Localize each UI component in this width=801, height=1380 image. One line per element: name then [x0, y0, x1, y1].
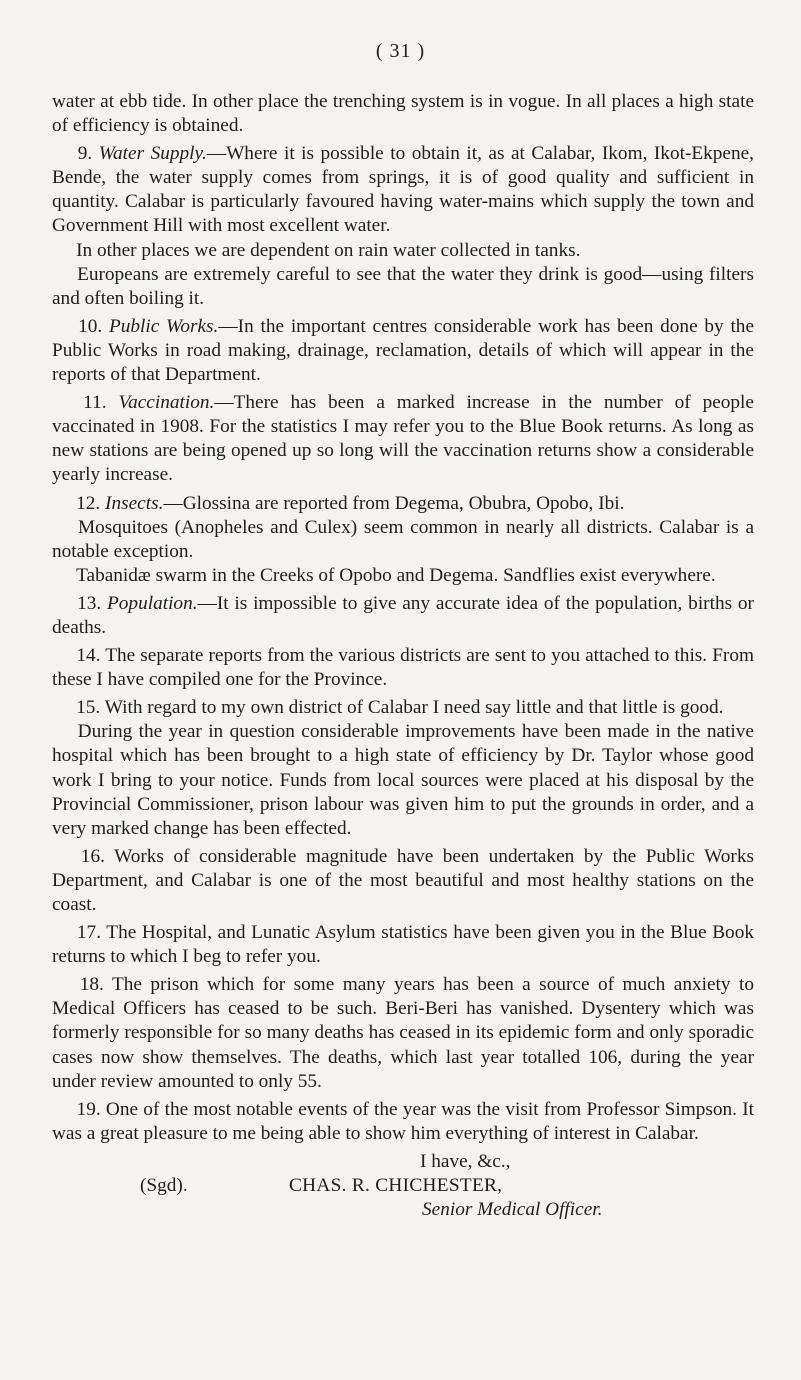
- signed-mark: (Sgd).: [140, 1174, 188, 1196]
- paragraph-rain-water: In other places we are dependent on rain water collected in tanks.: [76, 239, 581, 261]
- paragraph-europeans-water: Europeans are extremely careful to see that the water they drink is good—using filters and often boiling it.: [52, 263, 754, 309]
- signatory-title: Senior Medical Officer.: [422, 1198, 603, 1220]
- paragraph-professor-visit: 19. One of the most notable events of the year was the visit from Professor Simpson. It was a great pleasure to me being able to show him everything of interest in Calabar.: [52, 1098, 754, 1144]
- paragraph-population: 13. Population.—It is impossible to give any accurate idea of the population, births or deaths.: [52, 592, 754, 638]
- heading-insects: Insects.: [105, 492, 164, 514]
- paragraph-water-supply: 9. Water Supply.—Where it is possible to obtain it, as at Calabar, Ikom, Ikot-Ekpene, Bende, the water supply comes from springs, it is of good quality and sufficient in quantity. Calabar is particularly favoured having water-mains which supply the town and Government Hill with most excellent water.: [52, 143, 755, 237]
- paragraph-tabanidae: Tabanidæ swarm in the Creeks of Opobo and Degema. Sandflies exist everywhere.: [76, 564, 716, 586]
- heading-public-works: Public Works.: [108, 315, 219, 337]
- paragraph-insects: 12. Insects.—Glossina are reported from Degema, Obubra, Opobo, Ibi.: [76, 492, 625, 514]
- paragraph-continuation: water at ebb tide. In other place the trenching system is in vogue. In all places a high state of efficiency is obtained.: [52, 91, 754, 137]
- signature-block: [52, 1150, 754, 1246]
- paragraph-vaccination: 11. Vaccination.—There has been a marked increase in the number of people vaccinated in 1908. For the statistics I may refer you to the Blue Book returns. As long as new stations are being opened up so long will the vaccination returns show a considerable yearly increase.: [52, 392, 754, 486]
- paragraph-calabar-district: 15. With regard to my own district of Calabar I need say little and that little is good.: [76, 697, 724, 719]
- heading-vaccination: Vaccination.: [118, 392, 215, 414]
- paragraph-separate-reports: 14. The separate reports from the various districts are sent to you attached to this. From these I have compiled one for the Province.: [52, 645, 754, 691]
- paragraph-public-works: 10. Public Works.—In the important centres considerable work has been done by the Public Works in road making, drainage, reclamation, details of which will appear in the reports of that Department.: [52, 315, 755, 386]
- closing-line: I have, &c.,: [420, 1150, 511, 1172]
- page-number: ( 31 ): [375, 40, 426, 62]
- signatory-name: CHAS. R. CHICHESTER,: [289, 1174, 503, 1196]
- paragraph-hospital-statistics: 17. The Hospital, and Lunatic Asylum statistics have been given you in the Blue Book returns to which I beg to refer you.: [52, 922, 754, 968]
- report-body: [52, 90, 754, 1246]
- paragraph-mosquitoes: Mosquitoes (Anopheles and Culex) seem common in nearly all districts. Calabar is a notable exception.: [52, 516, 755, 562]
- paragraph-prison: 18. The prison which for some many years has been a source of much anxiety to Medical Officers has ceased to be such. Beri-Beri has vanished. Dysentery which was formerly responsible for so many deaths has ceased in its epidemic form and only sporadic cases now show themselves. The deaths, which last year totalled 106, during the year under review amounted to only 55.: [52, 974, 754, 1092]
- heading-water-supply: Water Supply.: [98, 143, 207, 165]
- paragraph-works-magnitude: 16. Works of considerable magnitude have been undertaken by the Public Works Department, and Calabar is one of the most beautiful and most healthy stations on the coast.: [52, 845, 754, 915]
- paragraph-native-hospital: During the year in question considerable improvements have been made in the native hospital which has been brought to a high state of efficiency by Dr. Taylor whose good work I bring to your notice. Funds from local sources were placed at his disposal by the Provincial Commissioner, prison labour was given him to put the grounds in order, and a very marked change has been effected.: [52, 721, 754, 839]
- heading-population: Population.: [107, 592, 198, 614]
